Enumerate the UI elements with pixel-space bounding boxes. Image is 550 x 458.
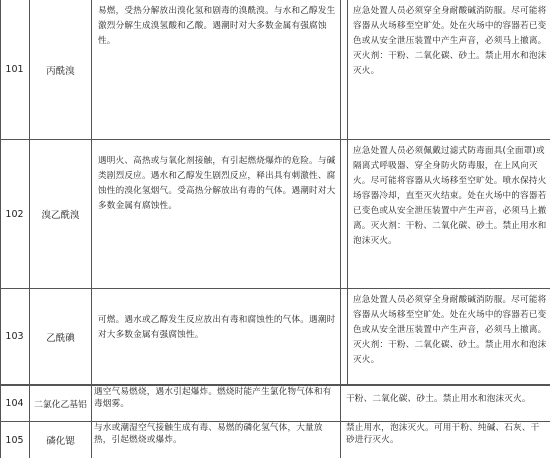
chemical-name: 磷化锶 — [30, 422, 92, 458]
hazard-description: 遇空气易燃烧，遇水引起爆炸。燃烧时能产生氯化物气体和有毒烟雾。 — [92, 386, 341, 421]
spacer-column — [341, 140, 348, 288]
table-row — [0, 385, 550, 422]
hazard-description: 易燃，受热分解放出溴化氢和剧毒的溴酰溴。与水和乙醇发生激烈分解生成溴氢酸和乙酸。遇潮时对大多数金属有强腐蚀性。 — [92, 0, 341, 139]
table-row — [0, 140, 550, 289]
row-number: 103 — [0, 289, 30, 384]
emergency-measures: 应急处置人员必须佩戴过滤式防毒面具(全面罩)或隔离式呼吸器、穿全身防火防毒服，在上风向灭火。尽可能将容器从火场移至空旷处。喷水保持火场容器冷却，直至灭火结束。处在火场中的容器若已变色或从安全泄压装置中产生声音，必须马上撤离。灭火剂：干粉、二氧化碳、砂土。禁止用水和泡沫灭火。 — [353, 146, 547, 246]
row-number: 105 — [0, 422, 30, 458]
chemical-name: 丙酰溴 — [30, 0, 92, 139]
table-row — [0, 289, 550, 385]
chemical-name: 乙酰碘 — [30, 289, 92, 384]
hazard-description: 遇明火、高热或与氧化剂接触，有引起燃烧爆炸的危险。与碱类剧烈反应。遇水和乙醇发生剧烈反应，释出具有刺激性、腐蚀性的溴化氢烟气。受高热分解放出有毒的气体。遇潮时对大多数金属有腐蚀性。 — [92, 140, 341, 288]
chemical-name: 溴乙酰溴 — [30, 140, 92, 288]
row-number: 104 — [0, 386, 30, 421]
hazard-description: 可燃。遇水或乙醇发生反应放出有毒和腐蚀性的气体。遇潮时对大多数金属有强腐蚀性。 — [92, 289, 341, 384]
spacer-column — [341, 0, 348, 139]
row-number: 101 — [0, 0, 30, 139]
emergency-measures: 应急处置人员必须穿全身耐酸碱消防服。尽可能将容器从火场移至空旷处。处在火场中的容器若已变色或从安全泄压装置中产生声音，必须马上撤离。灭火剂：干粉、二氧化碳、砂土。禁止用水和泡沫灭火。 — [353, 295, 547, 365]
table-row — [0, 422, 550, 458]
hazard-description: 与水或潮湿空气接触生成有毒、易燃的磷化氢气体，大量放热，引起燃烧或爆炸。 — [92, 422, 341, 458]
emergency-measures: 干粉、二氧化碳、砂土。禁止用水和泡沫灭火。 — [346, 394, 531, 404]
emergency-measures: 禁止用水，泡沫灭火。可用干粉、纯碱、石灰、干砂进行灭火。 — [346, 423, 540, 445]
chemical-name: 二氯化乙基铝 — [30, 386, 92, 421]
row-number: 102 — [0, 140, 30, 288]
spacer-column — [341, 289, 348, 384]
emergency-measures: 应急处置人员必须穿全身耐酸碱消防服。尽可能将容器从火场移至空旷处。处在火场中的容器若已变色或从安全泄压装置中产生声音，必须马上撤离。灭火剂：干粉、二氧化碳、砂土。禁止用水和泡沫灭火。 — [353, 6, 547, 76]
table-row — [0, 0, 550, 140]
